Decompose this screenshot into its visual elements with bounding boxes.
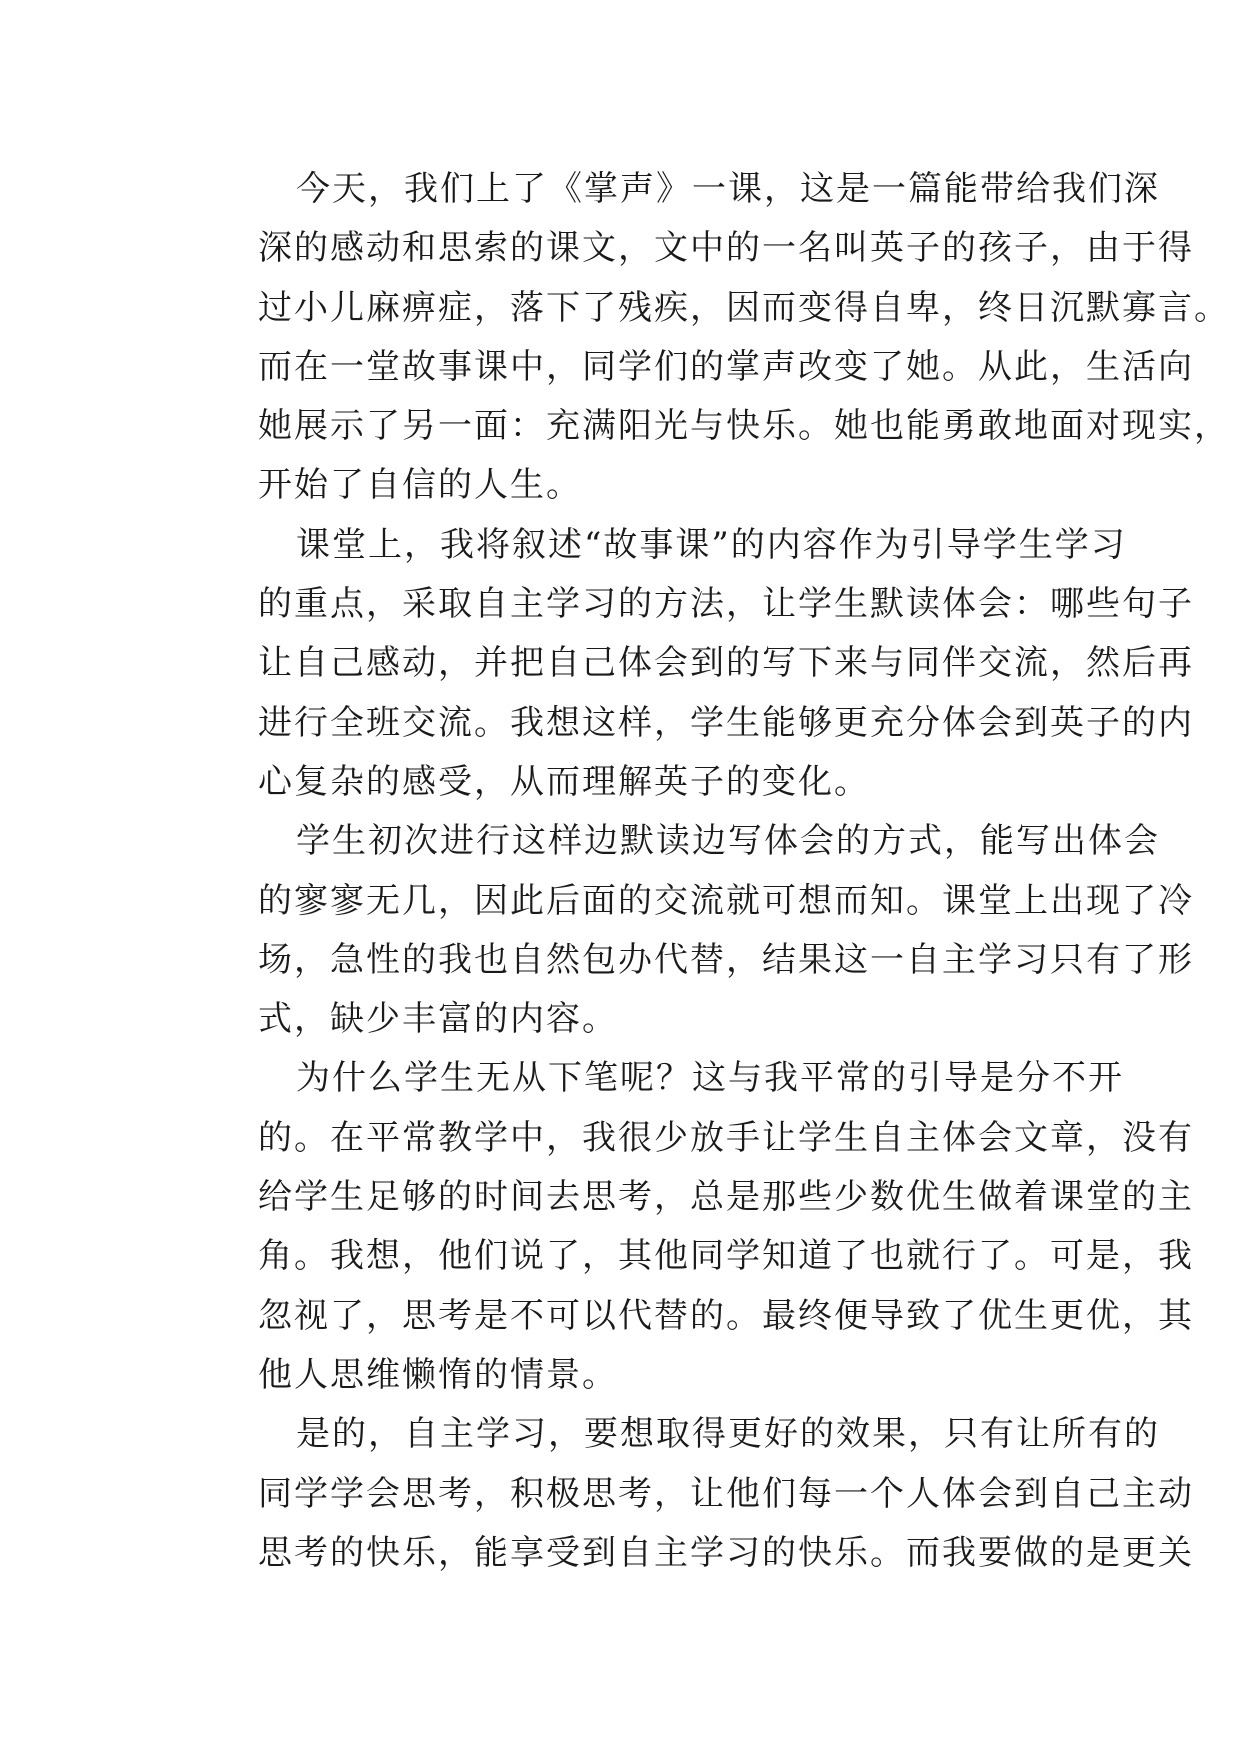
body-text — [190, 160, 1230, 1583]
text-line: 是的，自主学习，要想取得更好的效果，只有让所有的 — [296, 1414, 1160, 1455]
paragraph-5 — [190, 1405, 1194, 1583]
paragraph-3 — [190, 812, 1194, 1049]
text-line: 今天，我们上了《掌声》一课，这是一篇能带给我们深 — [296, 169, 1160, 209]
text-line: 思考的快乐，能享受到自主学习的快乐。而我要做的是更关 — [258, 1532, 1194, 1573]
text-line: 深的感动和思索的课文，文中的一名叫英子的孩子，由于得 — [258, 228, 1194, 269]
text-line: 同学学会思考，积极思考，让他们每一个人体会到自己主动 — [258, 1473, 1194, 1514]
text-line: 学生初次进行这样边默读边写体会的方式，能写出体会 — [296, 821, 1160, 862]
text-line: 她展示了另一面：充满阳光与快乐。她也能勇敢地面对现实， — [258, 406, 1230, 447]
paragraph-1 — [190, 160, 1230, 516]
paragraph-4 — [190, 1049, 1194, 1405]
text-line: 为什么学生无从下笔呢？这与我平常的引导是分不开 — [296, 1058, 1124, 1099]
text-line: 心复杂的感受，从而理解英子的变化。 — [258, 761, 870, 802]
paragraph-2 — [190, 516, 1194, 812]
text-line: 开始了自信的人生。 — [258, 465, 582, 506]
text-line: 场，急性的我也自然包办代替，结果这一自主学习只有了形 — [258, 939, 1194, 980]
text-line: 而在一堂故事课中，同学们的掌声改变了她。从此，生活向 — [258, 346, 1194, 387]
text-line: 的。在平常教学中，我很少放手让学生自主体会文章，没有 — [258, 1117, 1194, 1158]
text-line: 忽视了，思考是不可以代替的。最终便导致了优生更优，其 — [258, 1295, 1194, 1336]
text-line: 给学生足够的时间去思考，总是那些少数优生做着课堂的主 — [258, 1177, 1194, 1218]
text-line: 他人思维懒惰的情景。 — [258, 1354, 618, 1395]
text-line: 让自己感动，并把自己体会到的写下来与同伴交流，然后再 — [258, 643, 1194, 684]
text-line: 的寥寥无几，因此后面的交流就可想而知。课堂上出现了冷 — [258, 880, 1194, 921]
text-line: 角。我想，他们说了，其他同学知道了也就行了。可是，我 — [258, 1236, 1194, 1277]
text-line: 课堂上，我将叙述“故事课”的内容作为引导学生学习 — [296, 524, 1127, 565]
text-line: 式，缺少丰富的内容。 — [258, 999, 618, 1040]
text-line: 的重点，采取自主学习的方法，让学生默读体会：哪些句子 — [258, 584, 1194, 625]
text-line: 进行全班交流。我想这样，学生能够更充分体会到英子的内 — [258, 702, 1194, 743]
text-line: 过小儿麻痹症，落下了残疾，因而变得自卑，终日沉默寡言。 — [258, 287, 1230, 328]
